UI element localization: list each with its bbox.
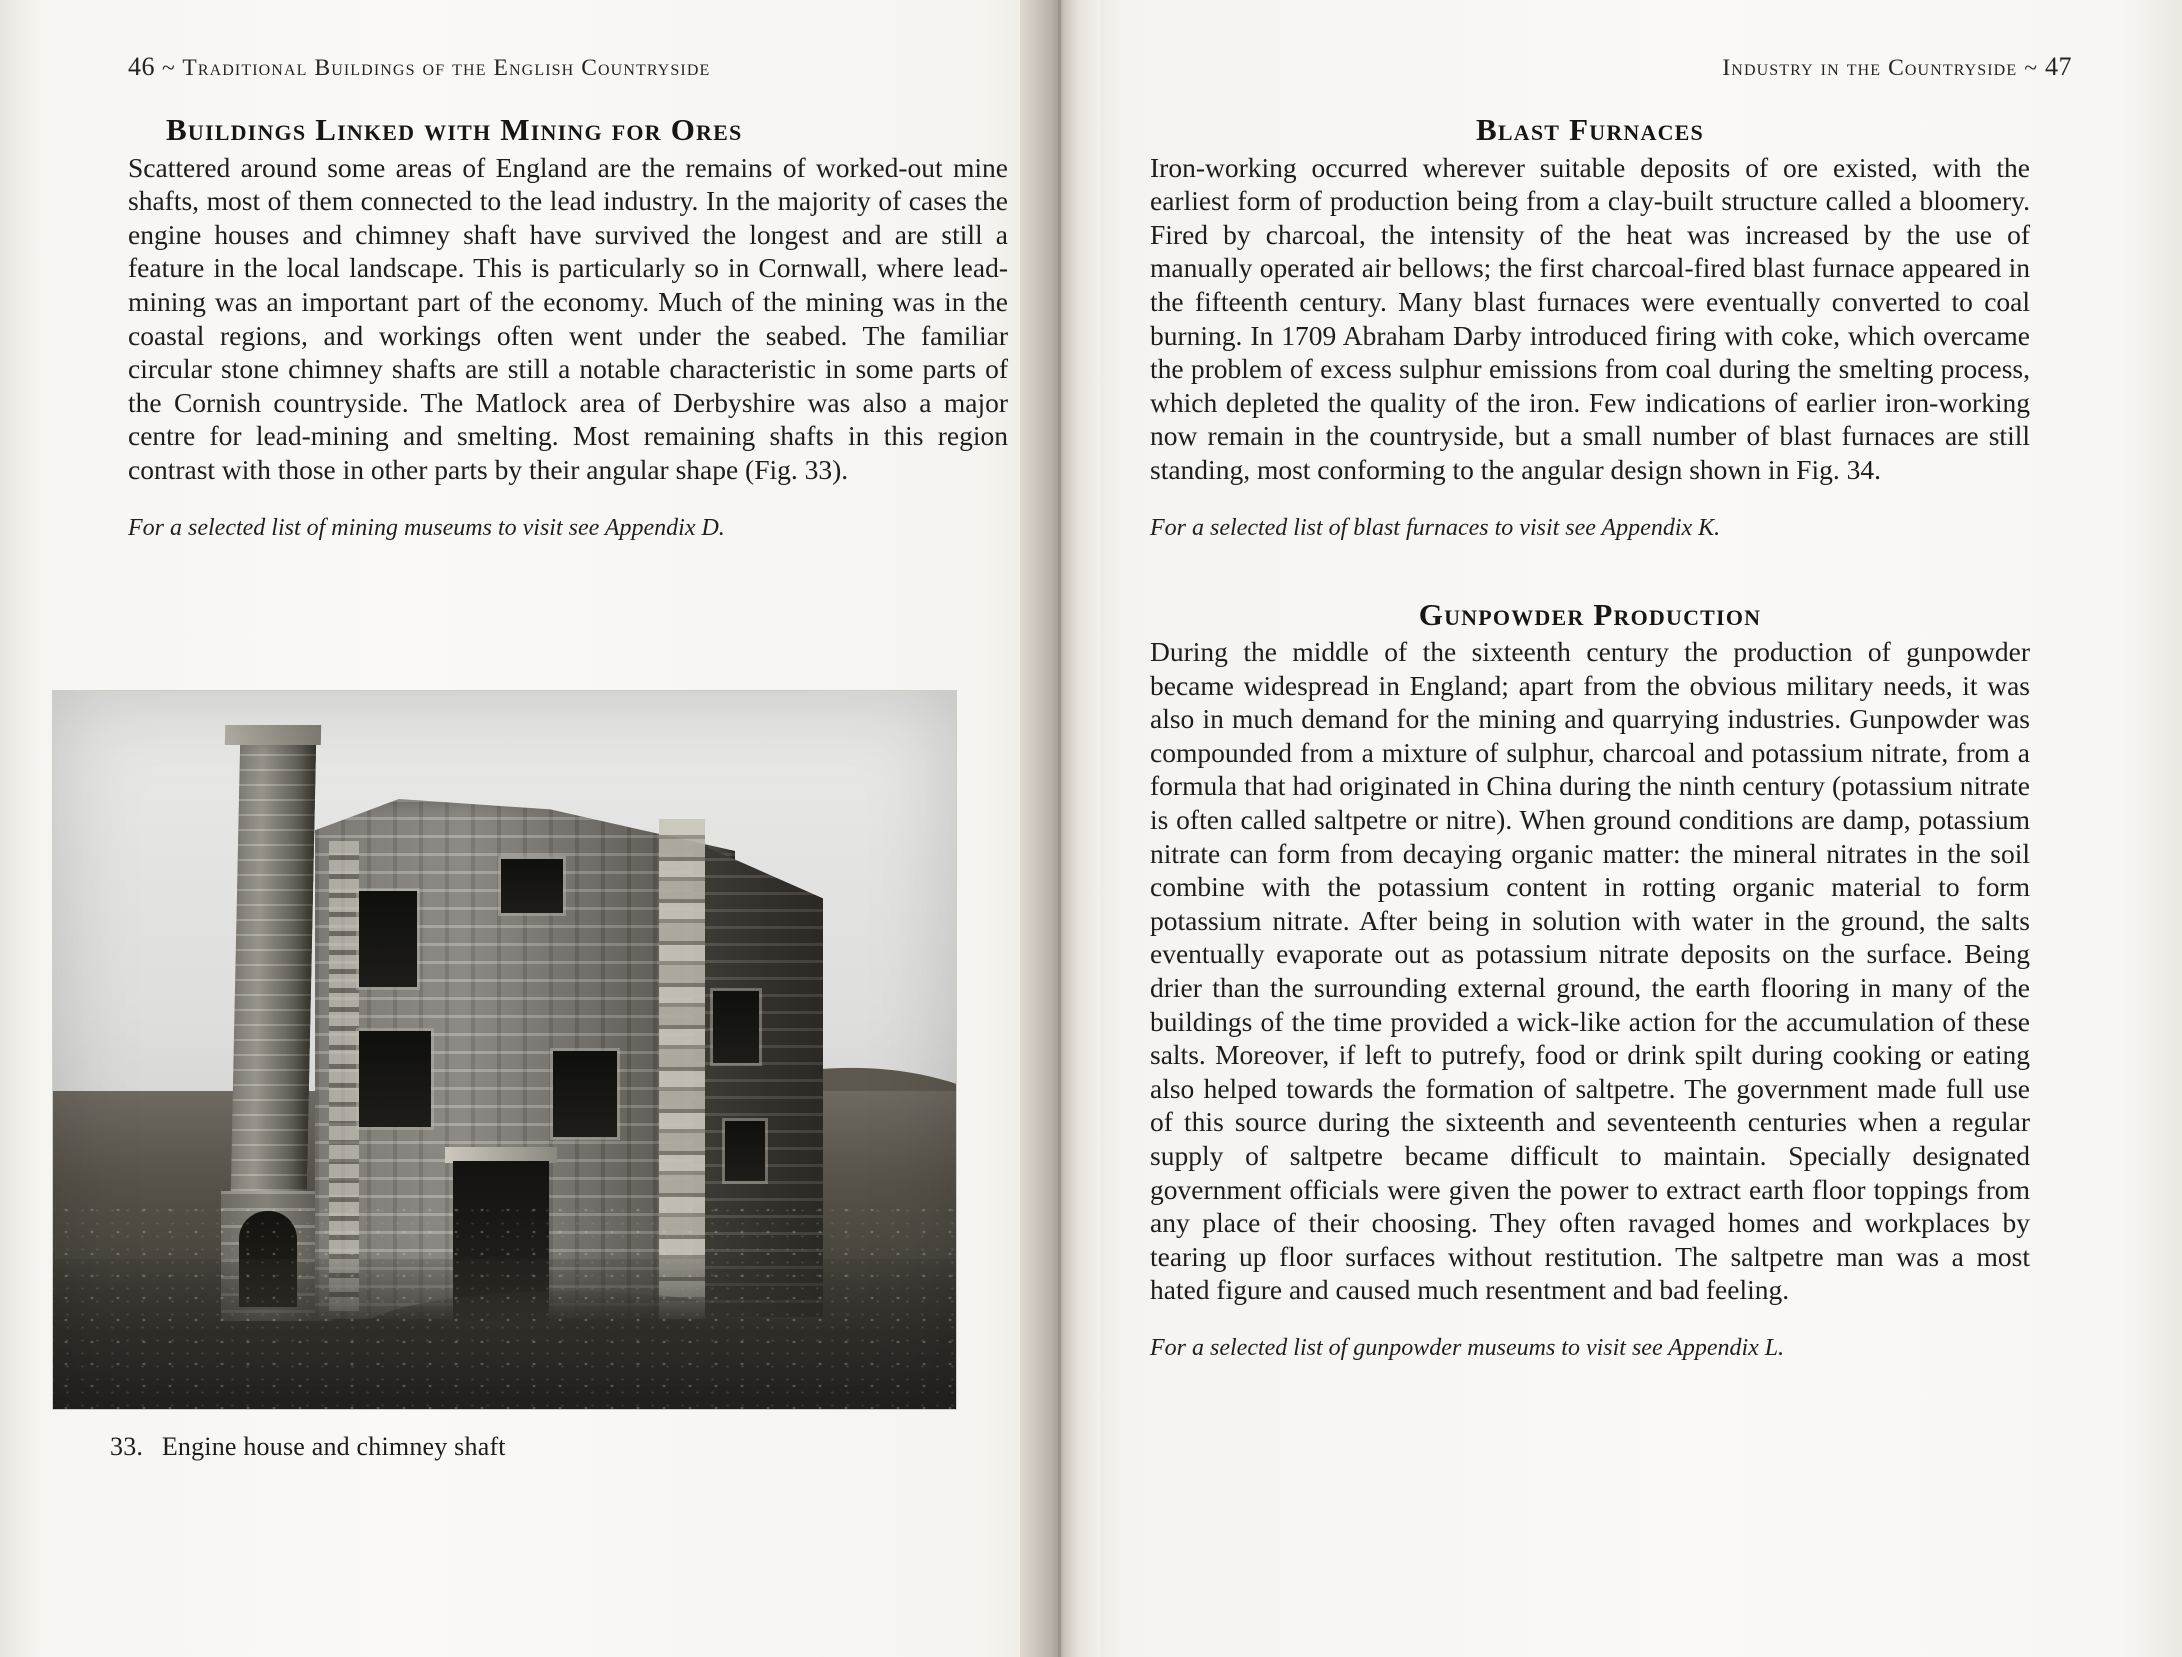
window-opening [713,991,759,1063]
figure-33-image [52,690,957,1410]
left-page-number: 46 [128,52,155,81]
figure-33-caption [110,1432,957,1462]
gunpowder-paragraph-1: During the middle of the sixteenth century the production of gunpowder became widespread in England; apart from the obvious military needs, it was also in much demand for the mining and quarrying industries. Gunpowder was compounded from a mixture of sulphur, charcoal and potassium nitrate, from a formula that had originated in China during the ninth century (potassium nitrate is often called saltpetre or nitre). When ground conditions are damp, potassium nitrate can form from decaying organic matter: the mineral nitrates in the soil combine with the potassium content in rotting organic material to form potassium nitrate. After being in solution with water in the ground, the salts eventually evaporate out as potassium nitrate deposits on the surface. Being drier than the surrounding external ground, the earth flooring in many of the buildings of the time provided a wick-like action for the accumulation of these salts. Moreover, if left to putrefy, food or drink spilt during cooking or eating also helped towards the formation of saltpetre. The government made full use of this source during the sixteenth and seventeenth centuries when a regular supply of saltpetre became difficult to maintain. Specially designated government officials were given the power to extract earth floor toppings from any place of their choosing. They often ravaged homes and workplaces by tearing up floor surfaces without restitution. The saltpetre man was a most hated figure and caused much resentment and bad feeling. [1150,636,2030,1306]
left-running-head-title: Traditional Buildings of the English Countryside [182,55,711,81]
left-page [0,0,1030,1657]
figure-33-number: 33. [110,1432,144,1461]
blast-furnaces-heading: Blast Furnaces [1476,112,1704,147]
gunpowder-appendix-note: For a selected list of gunpowder museums to visit see Appendix L. [1150,1334,1785,1361]
right-page [1092,0,2182,1657]
left-text-column [128,112,1008,543]
left-running-head-separator: ~ [161,55,176,81]
gunpowder-production-heading: Gunpowder Production [1418,596,1762,632]
left-running-head [128,52,710,82]
left-paragraph-1: Scattered around some areas of England are the remains of worked-out mine shafts, most of them connected to the lead industry. In the majority of cases the engine houses and chimney shaft have survived the longest and are still a feature in the local landscape. This is particularly so in Cornwall, where lead-mining was an important part of the economy. Much of the mining was in the coastal regions, and workings often went under the seabed. The familiar circular stone chimney shafts are still a notable characteristic in some parts of the Cornish countryside. The Matlock area of Derbyshire was also a major centre for lead-mining and smelting. Most remaining shafts in this region contrast with those in other parts by their angular shape (Fig. 33). [128,151,1008,485]
blast-furnaces-appendix-note: For a selected list of blast furnaces to visit see Appendix K. [1150,514,1721,541]
right-text-column [1150,112,2030,1363]
window-opening [553,1051,617,1137]
window-opening [501,859,563,913]
window-opening [359,891,417,987]
left-section-heading: Buildings Linked with Mining for Ores [166,112,743,147]
section-spacer [1150,543,2030,597]
chimney-cap [225,725,321,745]
photo-ground-texture [53,1199,956,1409]
left-appendix-note: For a selected list of mining museums to visit see Appendix D. [128,514,725,541]
book-spine-line [1058,0,1061,1657]
right-running-head [1722,52,2072,82]
blast-furnaces-paragraph-1: Iron-working occurred wherever suitable deposits of ore existed, with the earliest form of production being from a clay-built structure called a bloomery. Fired by charcoal, the intensity of the heat was increased by the use of manually operated air bellows; the first charcoal-fired blast furnace appeared in the fifteenth century. Many blast furnaces were eventually converted to coal burning. In 1709 Abraham Darby introduced firing with coke, which overcame the problem of excess sulphur emissions from coal during the smelting process, which depleted the quality of the iron. Few indications of earlier iron-working now remain in the countryside, but a small number of blast furnaces are still standing, most conforming to the angular design shown in Fig. 34. [1150,151,2030,485]
right-running-head-title: Industry in the Countryside [1722,55,2018,81]
right-page-number: 47 [2045,52,2072,81]
chimney-shaft [230,739,316,1239]
window-opening [359,1031,431,1127]
right-running-head-separator: ~ [2024,55,2039,81]
figure-33-caption-text: Engine house and chimney shaft [161,1432,506,1461]
window-opening [725,1121,765,1181]
figure-33 [52,690,957,1462]
